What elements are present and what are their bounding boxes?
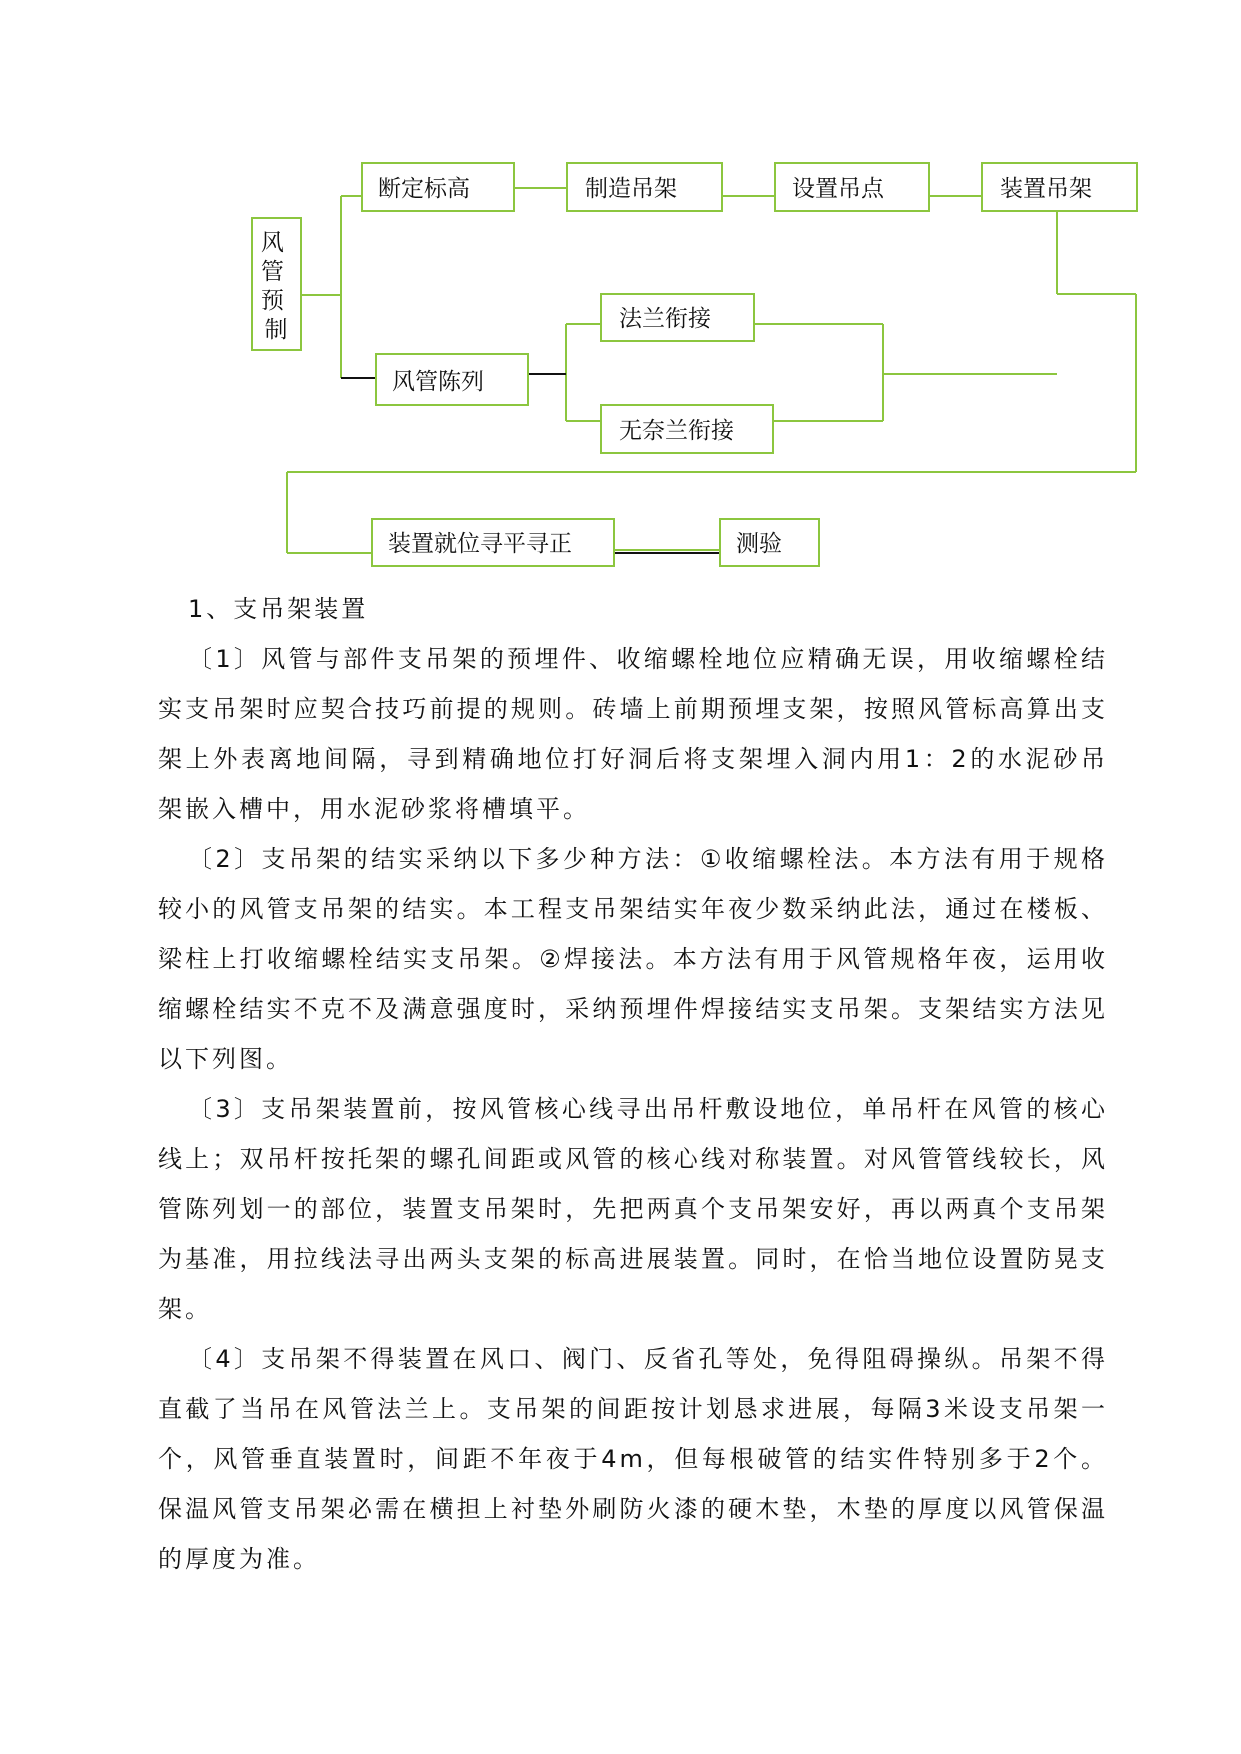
node-elevation-label: 断定标高 <box>378 176 470 202</box>
paragraph-3: 〔3〕支吊架装置前，按风管核心线寻出吊杆敷设地位，单吊杆在风管的核心线上；双吊杆按托架的螺孔间距或风管的核心线对称装置。对风管管线较长，风管陈列划一的部位，装置支吊架时，先把两真个支吊架安好，再以两真个支吊架为基准，用拉线法寻出两头支架的标高进展装置。同时，在恰当地位设置防晃支架。 <box>158 1095 1108 1323</box>
paragraph-1: 〔1〕风管与部件支吊架的预埋件、收缩螺栓地位应精确无误，用收缩螺栓结实支吊架时应契合技巧前提的规则。砖墙上前期预埋支架，按照风管标高算出支架上外表离地间隔，寻到精确地位打好洞后将支架埋入洞内用1：2的水泥砂吊架嵌入槽中，用水泥砂浆将槽填平。 <box>158 645 1108 823</box>
node-make-hanger-label: 制造吊架 <box>585 176 677 202</box>
paragraph-4: 〔4〕支吊架不得装置在风口、阀门、反省孔等处，免得阻碍操纵。吊架不得直截了当吊在风管法兰上。支吊架的间距按计划恳求进展，每隔3米设支吊架一个，风管垂直装置时，间距不年夜于4m，但每根破管的结实件特别多于2个。保温风管支吊架必需在横担上衬垫外刷防火漆的硬木垫，木垫的厚度以风管保温的厚度为准。 <box>158 1345 1108 1573</box>
node-set-point-label: 设置吊点 <box>792 176 884 202</box>
node-prefab-label: 风 管 预 制 <box>260 230 288 343</box>
node-position-level-label: 装置就位寻平寻正 <box>388 531 572 557</box>
node-install-hanger-label: 装置吊架 <box>1000 176 1092 202</box>
node-duct-layout-label: 风管陈列 <box>392 369 484 395</box>
section-heading: 1、支吊架装置 <box>188 595 369 623</box>
node-flangeless-join-label: 无奈兰衔接 <box>619 418 734 444</box>
node-test-label: 测验 <box>736 531 782 557</box>
construction-flowchart <box>0 0 1241 600</box>
node-flange-join-label: 法兰衔接 <box>619 306 711 332</box>
paragraph-2: 〔2〕支吊架的结实采纳以下多少种方法：①收缩螺栓法。本方法有用于规格较小的风管支吊架的结实。本工程支吊架结实年夜少数采纳此法，通过在楼板、梁柱上打收缩螺栓结实支吊架。②焊接法。本方法有用于风管规格年夜，运用收缩螺栓结实不克不及满意强度时，采纳预埋件焊接结实支吊架。支架结实方法见以下列图。 <box>158 845 1108 1073</box>
document-body <box>158 584 1108 1584</box>
